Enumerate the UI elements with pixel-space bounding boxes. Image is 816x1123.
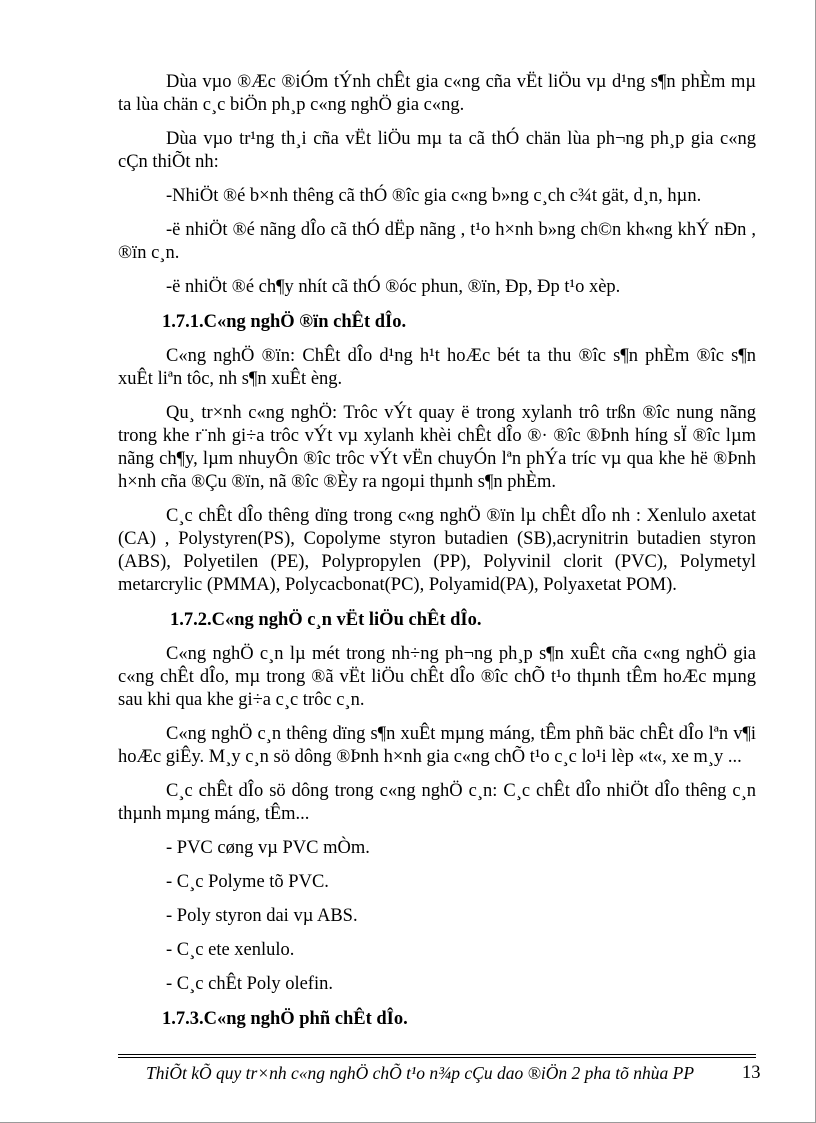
paragraph: C«ng nghÖ c¸n thêng dïng s¶n xuÊt mµng máng, tÊm phñ bäc chÊt dÎo lªn v¶i hoÆc giÊy. M¸y c¸n sö dông ®Þnh h×nh gia c«ng chÕ t¹o c¸c lo¹i lèp «t«, xe m¸y ... bbox=[118, 724, 756, 767]
page-number: 13 bbox=[742, 1063, 761, 1083]
list-item: - PVC cøng vµ PVC mÒm. bbox=[166, 838, 370, 858]
list-item: - C¸c ete xenlulo. bbox=[166, 940, 295, 960]
paragraph: Dùa vµo tr¹ng th¸i cña vËt liÖu mµ ta cã thÓ chän lùa ph¬ng ph¸p gia c«ng cÇn thiÕt nh: bbox=[118, 129, 756, 172]
footer-divider bbox=[118, 1054, 756, 1055]
section-heading: 1.7.2.C«ng nghÖ c¸n vËt liÖu chÊt dÎo. bbox=[170, 610, 482, 630]
footer-divider bbox=[118, 1057, 756, 1058]
paragraph: -ë nhiÖt ®é ch¶y nhít cã thÓ ®óc phun, ®ïn, Ðp, Ðp t¹o xèp. bbox=[166, 277, 621, 297]
paragraph: Qu¸ tr×nh c«ng nghÖ: Trôc vÝt quay ë trong xylanh trô trßn ®îc nung nãng trong khe r¨nh gi÷a trôc vÝt vµ xylanh khèi chÊt dÎo ®· ®îc ®Þnh híng sÏ ®îc lµm nãng ch¶y, lµm nhuyÔn ®îc trôc vÝt vËn chuyÓn lªn phÝa tríc vµ qua khe hë ®Þnh h×nh cña ®Çu ®ïn, nã ®îc ®Èy ra ngoµi thµnh s¶n phÈm. bbox=[118, 403, 756, 492]
footer-title: ThiÕt kÕ quy tr×nh c«ng nghÖ chÕ t¹o n¾p cÇu dao ®iÖn 2 pha tõ nhùa PP bbox=[146, 1063, 695, 1083]
paragraph: C¸c chÊt dÎo sö dông trong c«ng nghÖ c¸n: C¸c chÊt dÎo nhiÖt dÎo thêng c¸n thµnh mµng máng, tÊm... bbox=[118, 781, 756, 824]
paragraph: -ë nhiÖt ®é nãng dÎo cã thÓ dËp nãng , t¹o h×nh b»ng ch©n kh«ng khÝ nÐn , ®ïn c¸n. bbox=[118, 220, 756, 263]
page-body bbox=[118, 60, 756, 1031]
paragraph: C«ng nghÖ c¸n lµ mét trong nh÷ng ph¬ng ph¸p s¶n xuÊt cña c«ng nghÖ gia c«ng chÊt dÎo, mµ trong ®ã vËt liÖu chÊt dÎo ®îc chÕ t¹o thµnh tÊm hoÆc mµng sau khi qua khe gi÷a c¸c trôc c¸n. bbox=[118, 644, 756, 710]
paragraph: Dùa vµo ®Æc ®iÓm tÝnh chÊt gia c«ng cña vËt liÖu vµ d¹ng s¶n phÈm mµ ta lùa chän c¸c biÖn ph¸p c«ng nghÖ gia c«ng. bbox=[118, 72, 756, 115]
list-item: - C¸c Polyme tõ PVC. bbox=[166, 872, 329, 892]
list-item: - Poly styron dai vµ ABS. bbox=[166, 906, 358, 926]
section-heading: 1.7.3.C«ng nghÖ phñ chÊt dÎo. bbox=[162, 1009, 408, 1029]
paragraph: C¸c chÊt dÎo thêng dïng trong c«ng nghÖ ®ïn lµ chÊt dÎo nh : Xenlulo axetat (CA) , Polystyren(PS), Copolyme styron butadien (SB),acrynitrin butadien styron (ABS), Polyetilen (PE), Polypropylen (PP), Polyvinil clorit (PVC), Polymetyl metarcrylic (PMMA), Polycacbonat(PC), Polyamid(PA), Polyaxetat POM). bbox=[118, 506, 756, 595]
section-heading: 1.7.1.C«ng nghÖ ®ïn chÊt dÎo. bbox=[162, 312, 407, 332]
paragraph: C«ng nghÖ ®ïn: ChÊt dÎo d¹ng h¹t hoÆc bét ta thu ®îc s¶n phÈm ®îc s¶n xuÊt liªn tôc, nh s¶n xuÊt èng. bbox=[118, 346, 756, 389]
list-item: - C¸c chÊt Poly olefin. bbox=[166, 974, 333, 994]
paragraph: -NhiÖt ®é b×nh thêng cã thÓ ®îc gia c«ng b»ng c¸ch c¾t gät, d¸n, hµn. bbox=[166, 186, 702, 206]
